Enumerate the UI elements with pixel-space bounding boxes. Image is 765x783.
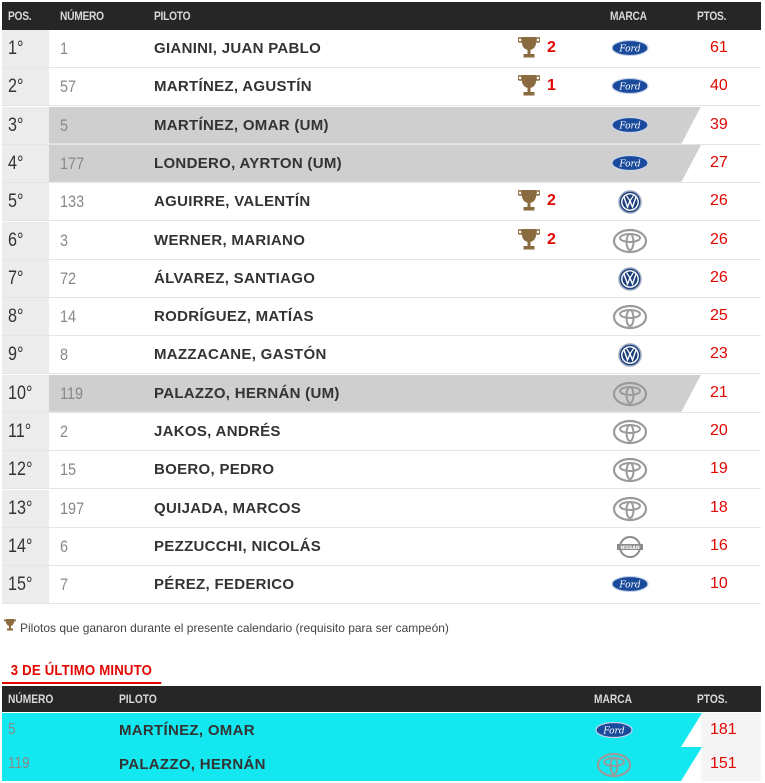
driver-name: AGUIRRE, VALENTÍN	[154, 193, 311, 211]
standings-row	[2, 413, 761, 451]
vw-logo-icon	[611, 266, 649, 297]
trophy-icon	[518, 35, 540, 66]
standings-row	[2, 260, 761, 298]
lm-col-brand-header: MARCA	[594, 692, 632, 706]
svg-text:Ford: Ford	[619, 82, 641, 93]
position: 9°	[8, 344, 24, 366]
ford-logo-icon	[595, 718, 633, 747]
points: 181	[710, 721, 737, 738]
driver-name: PALAZZO, HERNÁN	[119, 756, 266, 773]
driver-name: ÁLVAREZ, SANTIAGO	[154, 269, 316, 287]
toyota-logo-icon	[611, 381, 649, 412]
car-number: 15	[60, 460, 77, 480]
highlight-band	[49, 107, 701, 144]
lm-col-driver-header: PILOTO	[119, 692, 157, 706]
driver-name: GIANINI, JUAN PABLO	[154, 40, 322, 57]
svg-text:NISSAN: NISSAN	[620, 545, 640, 551]
standings-row	[2, 30, 761, 68]
wins-count: 2	[547, 39, 556, 56]
ford-logo-icon	[611, 36, 649, 65]
points: 26	[710, 192, 728, 210]
points: 19	[710, 460, 728, 478]
driver-name: MARTÍNEZ, OMAR (UM)	[154, 116, 329, 134]
svg-text:Ford: Ford	[619, 121, 641, 132]
position: 4°	[8, 152, 24, 174]
position: 13°	[8, 497, 33, 519]
position: 14°	[8, 535, 33, 557]
wins-count: 2	[547, 230, 556, 248]
driver-name: RODRÍGUEZ, MATÍAS	[154, 308, 314, 326]
standings-row	[2, 222, 761, 260]
standings-row	[2, 490, 761, 528]
ford-logo-icon	[611, 572, 649, 601]
trophy-icon	[4, 618, 16, 632]
svg-text:Ford: Ford	[603, 726, 625, 737]
col-number-header: NÚMERO	[60, 9, 104, 23]
car-number: 7	[60, 575, 69, 595]
toyota-logo-icon	[611, 496, 649, 527]
driver-name: PEZZUCCHI, NICOLÁS	[154, 537, 322, 555]
highlight-band	[49, 375, 701, 412]
position: 11°	[8, 421, 32, 442]
points: 10	[710, 575, 728, 593]
standings-row	[2, 451, 761, 489]
wins-count: 2	[547, 192, 556, 210]
vw-logo-icon	[611, 342, 649, 373]
car-number: 1	[60, 39, 69, 58]
car-number: 2	[60, 422, 69, 441]
lm-col-number-header: NÚMERO	[8, 692, 54, 706]
points: 39	[710, 115, 728, 133]
position: 6°	[8, 229, 24, 251]
col-brand-header: MARCA	[610, 9, 647, 23]
svg-text:Ford: Ford	[619, 44, 641, 55]
car-number: 5	[60, 115, 69, 135]
driver-name: MARTÍNEZ, OMAR	[119, 722, 255, 739]
driver-name: BOERO, PEDRO	[154, 461, 275, 479]
car-number: 5	[8, 721, 16, 738]
svg-text:Ford: Ford	[619, 580, 641, 591]
standings-row	[2, 566, 761, 604]
position: 7°	[8, 267, 24, 289]
standings-row	[2, 183, 761, 221]
toyota-logo-icon	[611, 457, 649, 488]
points: 26	[710, 268, 728, 286]
standings-row	[2, 336, 761, 374]
position: 5°	[8, 191, 24, 213]
col-pos-header: POS.	[8, 9, 32, 23]
toyota-logo-icon	[595, 752, 633, 783]
car-number: 72	[60, 268, 77, 288]
position: 15°	[8, 574, 33, 596]
position: 1°	[8, 38, 24, 59]
points: 18	[710, 498, 728, 516]
standings-row	[2, 528, 761, 566]
points: 20	[710, 422, 728, 439]
trophy-icon	[518, 227, 540, 258]
points: 151	[710, 755, 737, 772]
standings-row	[2, 298, 761, 336]
driver-name: WERNER, MARIANO	[154, 231, 306, 249]
highlight-band	[49, 145, 701, 182]
standings-row	[2, 68, 761, 106]
position: 10°	[8, 382, 33, 404]
car-number: 57	[60, 77, 77, 97]
col-points-header: PTOS.	[697, 9, 727, 23]
standings-row	[2, 145, 761, 183]
car-number: 197	[60, 498, 85, 518]
driver-name: LONDERO, AYRTON (UM)	[154, 154, 342, 172]
car-number: 119	[8, 755, 30, 772]
car-number: 14	[60, 307, 77, 327]
svg-text:Ford: Ford	[619, 159, 641, 170]
toyota-logo-icon	[611, 228, 649, 259]
car-number: 133	[60, 192, 85, 212]
standings-row	[2, 375, 761, 413]
trophy-icon	[518, 73, 540, 104]
points: 27	[710, 153, 728, 171]
position: 12°	[8, 459, 33, 481]
last-minute-title: 3 DE ÚLTIMO MINUTO	[2, 660, 161, 684]
nissan-logo-icon	[611, 534, 649, 565]
points: 16	[710, 536, 728, 554]
position: 8°	[8, 306, 24, 328]
points: 40	[710, 77, 728, 95]
points: 23	[710, 345, 728, 363]
ford-logo-icon	[611, 113, 649, 142]
car-number: 177	[60, 153, 85, 173]
last-minute-row	[2, 713, 761, 747]
last-minute-row	[2, 747, 761, 781]
points: 25	[710, 307, 728, 325]
position: 3°	[8, 114, 24, 136]
standings-header	[2, 2, 761, 30]
car-number: 8	[60, 345, 69, 365]
lm-col-points-header: PTOS.	[697, 692, 728, 706]
car-number: 6	[60, 536, 69, 556]
driver-name: JAKOS, ANDRÉS	[154, 423, 281, 440]
driver-name: QUIJADA, MARCOS	[154, 499, 302, 517]
position: 2°	[8, 76, 24, 98]
driver-name: MARTÍNEZ, AGUSTÍN	[154, 78, 312, 96]
trophy-icon	[518, 188, 540, 219]
driver-name: PÉREZ, FEDERICO	[154, 576, 295, 594]
wins-count: 1	[547, 77, 556, 95]
car-number: 3	[60, 230, 69, 250]
points: 26	[710, 230, 728, 248]
toyota-logo-icon	[611, 419, 649, 450]
trophy-note-text: Pilotos que ganaron durante el presente calendario (requisito para ser campeón)	[20, 621, 449, 635]
points: 21	[710, 383, 728, 401]
driver-name: MAZZACANE, GASTÓN	[154, 346, 327, 364]
points: 61	[710, 39, 728, 56]
last-minute-header	[2, 686, 761, 712]
vw-logo-icon	[611, 189, 649, 220]
col-driver-header: PILOTO	[154, 9, 191, 23]
driver-name: PALAZZO, HERNÁN (UM)	[154, 384, 340, 402]
standings-row	[2, 107, 761, 145]
ford-logo-icon	[611, 74, 649, 103]
ford-logo-icon	[611, 151, 649, 180]
car-number: 119	[60, 383, 84, 403]
toyota-logo-icon	[611, 304, 649, 335]
